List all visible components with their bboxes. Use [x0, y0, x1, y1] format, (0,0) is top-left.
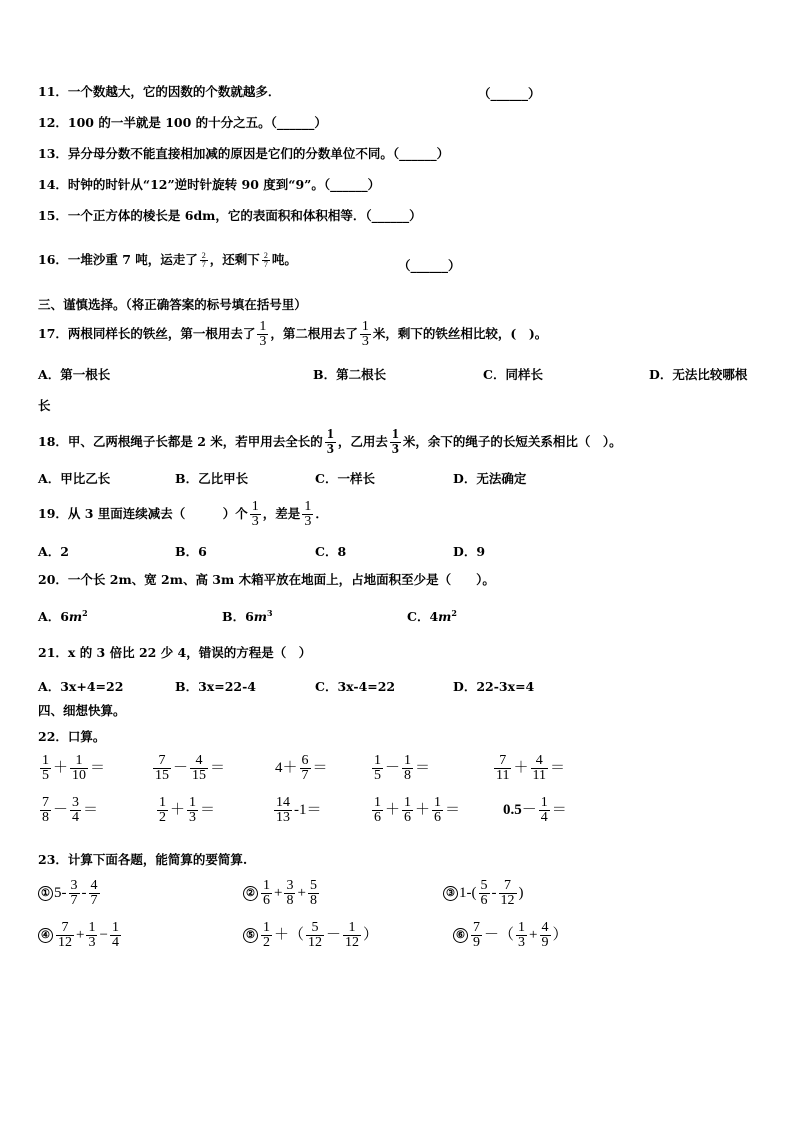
- denominator: 3: [361, 334, 369, 349]
- fraction: [402, 754, 413, 783]
- fraction: [70, 796, 81, 825]
- unit: m: [68, 609, 83, 624]
- numerator: 1: [404, 795, 412, 810]
- option-c[interactable]: C．8: [315, 544, 347, 559]
- calc-item: [243, 921, 378, 950]
- calc-item: [155, 796, 215, 825]
- math-symbol: ＋: [170, 801, 186, 818]
- denominator: 6: [263, 893, 270, 908]
- option-b-text: B．6: [222, 609, 254, 624]
- q18-mid: ，乙用去: [337, 434, 388, 449]
- q16-pre: 16．一堆沙重 7 吨，运走了: [38, 252, 198, 267]
- denominator: 4: [540, 810, 548, 825]
- option-c[interactable]: C．一样长: [315, 471, 375, 486]
- numerator: 1: [304, 499, 312, 514]
- denominator: 3: [251, 514, 259, 529]
- calc-item: [38, 921, 123, 950]
- numerator: 1: [189, 795, 197, 810]
- calc-item: [151, 754, 225, 783]
- fraction: [190, 754, 208, 783]
- section-3-heading: 三、谨慎选择。（将正确答案的标号填在括号里）: [38, 297, 307, 312]
- question-12: 12．100 的一半就是 100 的十分之五。（______）: [38, 115, 327, 130]
- question-16: [38, 252, 297, 269]
- math-symbol: 1: [459, 884, 467, 901]
- numerator: 1: [263, 878, 270, 893]
- fraction: [479, 879, 490, 908]
- item-number: ⑤: [243, 928, 258, 943]
- denominator: 7: [201, 260, 206, 269]
- math-symbol: ＋: [53, 759, 69, 776]
- calc-item: [370, 754, 430, 783]
- calc-item: [492, 754, 565, 783]
- option-c[interactable]: C．3x-4=22: [315, 679, 396, 694]
- numerator: 1: [540, 795, 548, 810]
- math-symbol: －: [521, 801, 537, 818]
- numerator: 3: [286, 878, 294, 893]
- numerator: 7: [158, 753, 166, 768]
- math-symbol: -: [81, 884, 87, 901]
- math-symbol: ＋: [415, 801, 431, 818]
- fraction: [110, 921, 121, 950]
- math-symbol: ）: [552, 926, 568, 943]
- fraction: [86, 921, 97, 950]
- q16-mid: ，还剩下: [209, 252, 260, 267]
- math-symbol: +: [297, 884, 306, 901]
- question-15: 15．一个正方体的棱长是 6dm，它的表面积和体积相等．（______）: [38, 208, 422, 223]
- fraction: [70, 754, 88, 783]
- fraction: [40, 754, 51, 783]
- question-20: 20．一个长 2m、宽 2m、高 3m 木箱平放在地面上，占地面积至少是（ ）。: [38, 572, 495, 587]
- denominator: 9: [473, 935, 480, 950]
- calc-item: [453, 921, 568, 950]
- question-13: 13．异分母分数不能直接相加减的原因是它们的分数单位不同。（______）: [38, 146, 450, 161]
- fraction: [306, 921, 324, 950]
- numerator: 1: [259, 319, 267, 334]
- math-symbol: 5: [54, 884, 62, 901]
- option-b[interactable]: [222, 607, 273, 625]
- calc-item: [38, 754, 105, 783]
- fraction: [372, 754, 383, 783]
- question-19: [38, 500, 328, 529]
- calc-item: [275, 754, 328, 783]
- exponent: 3: [267, 607, 273, 618]
- option-d[interactable]: D．无法确定: [453, 471, 527, 486]
- denominator: 15: [192, 768, 207, 783]
- denominator: 3: [326, 442, 334, 457]
- q16-post: 吨。: [271, 252, 297, 267]
- numerator: 3: [70, 878, 78, 893]
- numerator: 4: [541, 920, 549, 935]
- fraction: [261, 879, 272, 908]
- math-symbol: ＝: [312, 759, 328, 776]
- math-symbol: ＝: [83, 801, 99, 818]
- exponent: 2: [451, 607, 457, 618]
- math-symbol: +: [529, 926, 538, 943]
- fraction: [372, 796, 383, 825]
- item-number: ③: [443, 886, 458, 901]
- numerator: 1: [374, 753, 381, 768]
- math-symbol: 4: [275, 759, 283, 776]
- numerator: 1: [391, 427, 399, 442]
- fraction: [390, 428, 401, 457]
- option-d-wrap: 长: [38, 398, 51, 413]
- option-c[interactable]: C．同样长: [483, 367, 543, 382]
- math-symbol: -: [466, 884, 472, 901]
- numerator: 5: [309, 878, 317, 893]
- item-number: ⑥: [453, 928, 468, 943]
- section-4-heading: 四、细想快算。: [38, 703, 126, 718]
- option-b[interactable]: B．乙比甲长: [175, 471, 249, 486]
- calc-item: [272, 796, 322, 825]
- question-21: 21．x 的 3 倍比 22 少 4，错误的方程是（ ）: [38, 645, 312, 660]
- option-b[interactable]: B．3x=22-4: [175, 679, 256, 694]
- fraction: [302, 500, 313, 529]
- fraction: [494, 754, 511, 783]
- numerator: 1: [111, 920, 119, 935]
- numerator: 4: [90, 878, 98, 893]
- numerator: 1: [518, 920, 526, 935]
- math-symbol: 0.5: [503, 801, 522, 818]
- math-symbol: ＝: [415, 759, 431, 776]
- numerator: 1: [326, 427, 334, 442]
- denominator: 8: [309, 893, 317, 908]
- denominator: 6: [434, 810, 442, 825]
- numerator: 2: [263, 251, 268, 260]
- math-symbol: ＋: [282, 759, 298, 776]
- numerator: 1: [361, 319, 369, 334]
- fraction: [360, 320, 371, 349]
- fraction: [40, 796, 51, 825]
- fraction: [262, 252, 270, 269]
- fraction: [325, 428, 336, 457]
- denominator: 8: [404, 768, 412, 783]
- fraction: [432, 796, 443, 825]
- calc-item: [443, 879, 524, 908]
- calc-item: [38, 879, 102, 908]
- denominator: 5: [42, 768, 49, 783]
- calc-item: [370, 796, 460, 825]
- option-c[interactable]: [407, 607, 457, 625]
- denominator: 3: [304, 514, 312, 529]
- math-symbol: (: [471, 884, 477, 901]
- denominator: 3: [189, 810, 197, 825]
- q18-pre: 18．甲、乙两根绳子长都是 2 米，若甲用去全长的: [38, 434, 323, 449]
- question-14: 14．时钟的时针从“12”逆时针旋转 90 度到“9”。（______）: [38, 177, 381, 192]
- denominator: 9: [541, 935, 549, 950]
- numerator: 7: [61, 920, 69, 935]
- denominator: 10: [72, 768, 87, 783]
- fraction: [56, 921, 74, 950]
- math-symbol: 1: [299, 801, 307, 818]
- q19-mid: ，差是: [262, 506, 301, 521]
- math-symbol: －: [385, 759, 401, 776]
- option-a[interactable]: A．3x+4=22: [38, 679, 124, 694]
- numerator: 1: [374, 795, 381, 810]
- calc-item: [503, 796, 567, 825]
- exponent: 2: [82, 607, 88, 618]
- question-23-title: 23．计算下面各题，能简算的要简算.: [38, 852, 248, 867]
- math-symbol: （: [289, 926, 305, 943]
- denominator: 11: [532, 768, 546, 783]
- math-symbol: ＋: [385, 801, 401, 818]
- fraction: [153, 754, 171, 783]
- q17-mid: ，第二根用去了: [270, 326, 358, 341]
- numerator: 7: [42, 795, 49, 810]
- option-d[interactable]: D．22-3x=4: [453, 679, 535, 694]
- option-a[interactable]: [38, 607, 88, 625]
- fraction: [261, 921, 272, 950]
- math-symbol: ＝: [445, 801, 461, 818]
- fraction: [200, 252, 208, 269]
- numerator: 4: [535, 753, 543, 768]
- fraction: [187, 796, 198, 825]
- numerator: 1: [159, 795, 166, 810]
- math-symbol: ＝: [210, 759, 226, 776]
- numerator: 2: [201, 251, 206, 260]
- denominator: 11: [496, 768, 510, 783]
- math-symbol: －: [326, 926, 342, 943]
- numerator: 1: [404, 753, 412, 768]
- q19-post: ．: [315, 506, 328, 521]
- fraction: [531, 754, 548, 783]
- denominator: 6: [374, 810, 381, 825]
- math-symbol: ): [518, 884, 524, 901]
- numerator: 5: [480, 878, 488, 893]
- math-symbol: -: [491, 884, 497, 901]
- fraction: [343, 921, 361, 950]
- item-number: ①: [38, 886, 53, 901]
- question-18: [38, 428, 622, 457]
- denominator: 7: [90, 893, 98, 908]
- denominator: 2: [263, 935, 270, 950]
- denominator: 3: [391, 442, 399, 457]
- fraction: [402, 796, 413, 825]
- math-symbol: ＝: [551, 801, 567, 818]
- math-symbol: +: [274, 884, 283, 901]
- denominator: 3: [259, 334, 267, 349]
- calc-item: [243, 879, 321, 908]
- denominator: 2: [159, 810, 166, 825]
- numerator: 3: [72, 795, 80, 810]
- math-symbol: ＝: [306, 801, 322, 818]
- denominator: 8: [42, 810, 49, 825]
- numerator: 7: [473, 920, 480, 935]
- question-11-text: 11．一个数越大，它的因数的个数就越多．: [38, 84, 281, 99]
- denominator: 7: [70, 893, 78, 908]
- math-symbol: ＋: [513, 759, 529, 776]
- denominator: 6: [480, 893, 488, 908]
- math-symbol: ）: [363, 926, 379, 943]
- numerator: 1: [251, 499, 259, 514]
- denominator: 4: [72, 810, 80, 825]
- denominator: 12: [308, 935, 323, 950]
- numerator: 7: [504, 878, 511, 893]
- numerator: 5: [311, 920, 319, 935]
- fraction: [284, 879, 295, 908]
- math-symbol: ＋: [274, 926, 290, 943]
- question-11: [38, 84, 280, 100]
- fraction: [308, 879, 319, 908]
- fraction: [471, 921, 482, 950]
- fraction: [157, 796, 168, 825]
- denominator: 3: [518, 935, 526, 950]
- denominator: 8: [286, 893, 294, 908]
- fraction: [250, 500, 261, 529]
- numerator: 14: [276, 795, 290, 810]
- denominator: 12: [345, 935, 360, 950]
- question-22-title: 22．口算。: [38, 729, 106, 744]
- denominator: 13: [276, 810, 290, 825]
- option-d[interactable]: D．9: [453, 544, 486, 559]
- math-symbol: -: [294, 801, 299, 818]
- numerator: 1: [434, 795, 442, 810]
- fraction: [499, 879, 517, 908]
- denominator: 7: [301, 768, 309, 783]
- option-b[interactable]: B．6: [175, 544, 207, 559]
- math-symbol: ＝: [549, 759, 565, 776]
- math-symbol: －: [173, 759, 189, 776]
- numerator: 1: [42, 753, 49, 768]
- numerator: 4: [195, 753, 203, 768]
- math-symbol: +: [76, 926, 85, 943]
- unit: m: [438, 609, 452, 624]
- fraction: [539, 796, 550, 825]
- fraction: [516, 921, 527, 950]
- math-symbol: −: [99, 926, 108, 943]
- q19-pre: 19．从 3 里面连续减去（ ）个: [38, 506, 248, 521]
- numerator: 1: [75, 753, 83, 768]
- numerator: 1: [88, 920, 96, 935]
- answer-blank-16[interactable]: （______）: [398, 258, 461, 273]
- calc-item: [38, 796, 98, 825]
- option-a[interactable]: A．第一根长: [38, 367, 111, 382]
- numerator: 6: [301, 753, 309, 768]
- numerator: 1: [263, 920, 270, 935]
- item-number: ④: [38, 928, 53, 943]
- q17-pre: 17．两根同样长的铁丝，第一根用去了: [38, 326, 256, 341]
- fraction: [540, 921, 551, 950]
- option-a[interactable]: A．2: [38, 544, 69, 559]
- answer-blank-11[interactable]: （______）: [478, 86, 541, 101]
- fraction: [274, 796, 292, 825]
- q17-post: 米，剩下的铁丝相比较，( )。: [372, 326, 548, 341]
- denominator: 15: [155, 768, 169, 783]
- fraction: [257, 320, 268, 349]
- math-symbol: -: [61, 884, 67, 901]
- numerator: 7: [499, 753, 507, 768]
- denominator: 3: [88, 935, 96, 950]
- math-symbol: （: [499, 926, 515, 943]
- denominator: 12: [58, 935, 72, 950]
- question-17: [38, 320, 547, 349]
- math-symbol: －: [484, 926, 500, 943]
- fraction: [89, 879, 100, 908]
- q18-post: 米，余下的绳子的长短关系相比（ ）。: [402, 434, 622, 449]
- denominator: 7: [263, 260, 268, 269]
- denominator: 4: [111, 935, 119, 950]
- fraction: [300, 754, 311, 783]
- unit: m: [253, 609, 267, 624]
- option-b[interactable]: B．第二根长: [313, 367, 387, 382]
- denominator: 12: [500, 893, 515, 908]
- option-a-text: A．6: [38, 609, 69, 624]
- math-symbol: ＝: [200, 801, 216, 818]
- denominator: 6: [404, 810, 412, 825]
- numerator: 1: [348, 920, 356, 935]
- item-number: ②: [243, 886, 258, 901]
- option-c-text: C．4: [407, 609, 439, 624]
- option-a[interactable]: A．甲比乙长: [38, 471, 111, 486]
- option-d[interactable]: D．无法比较哪根: [649, 367, 748, 382]
- denominator: 5: [374, 768, 381, 783]
- math-symbol: －: [53, 801, 69, 818]
- fraction: [69, 879, 80, 908]
- math-symbol: ＝: [90, 759, 106, 776]
